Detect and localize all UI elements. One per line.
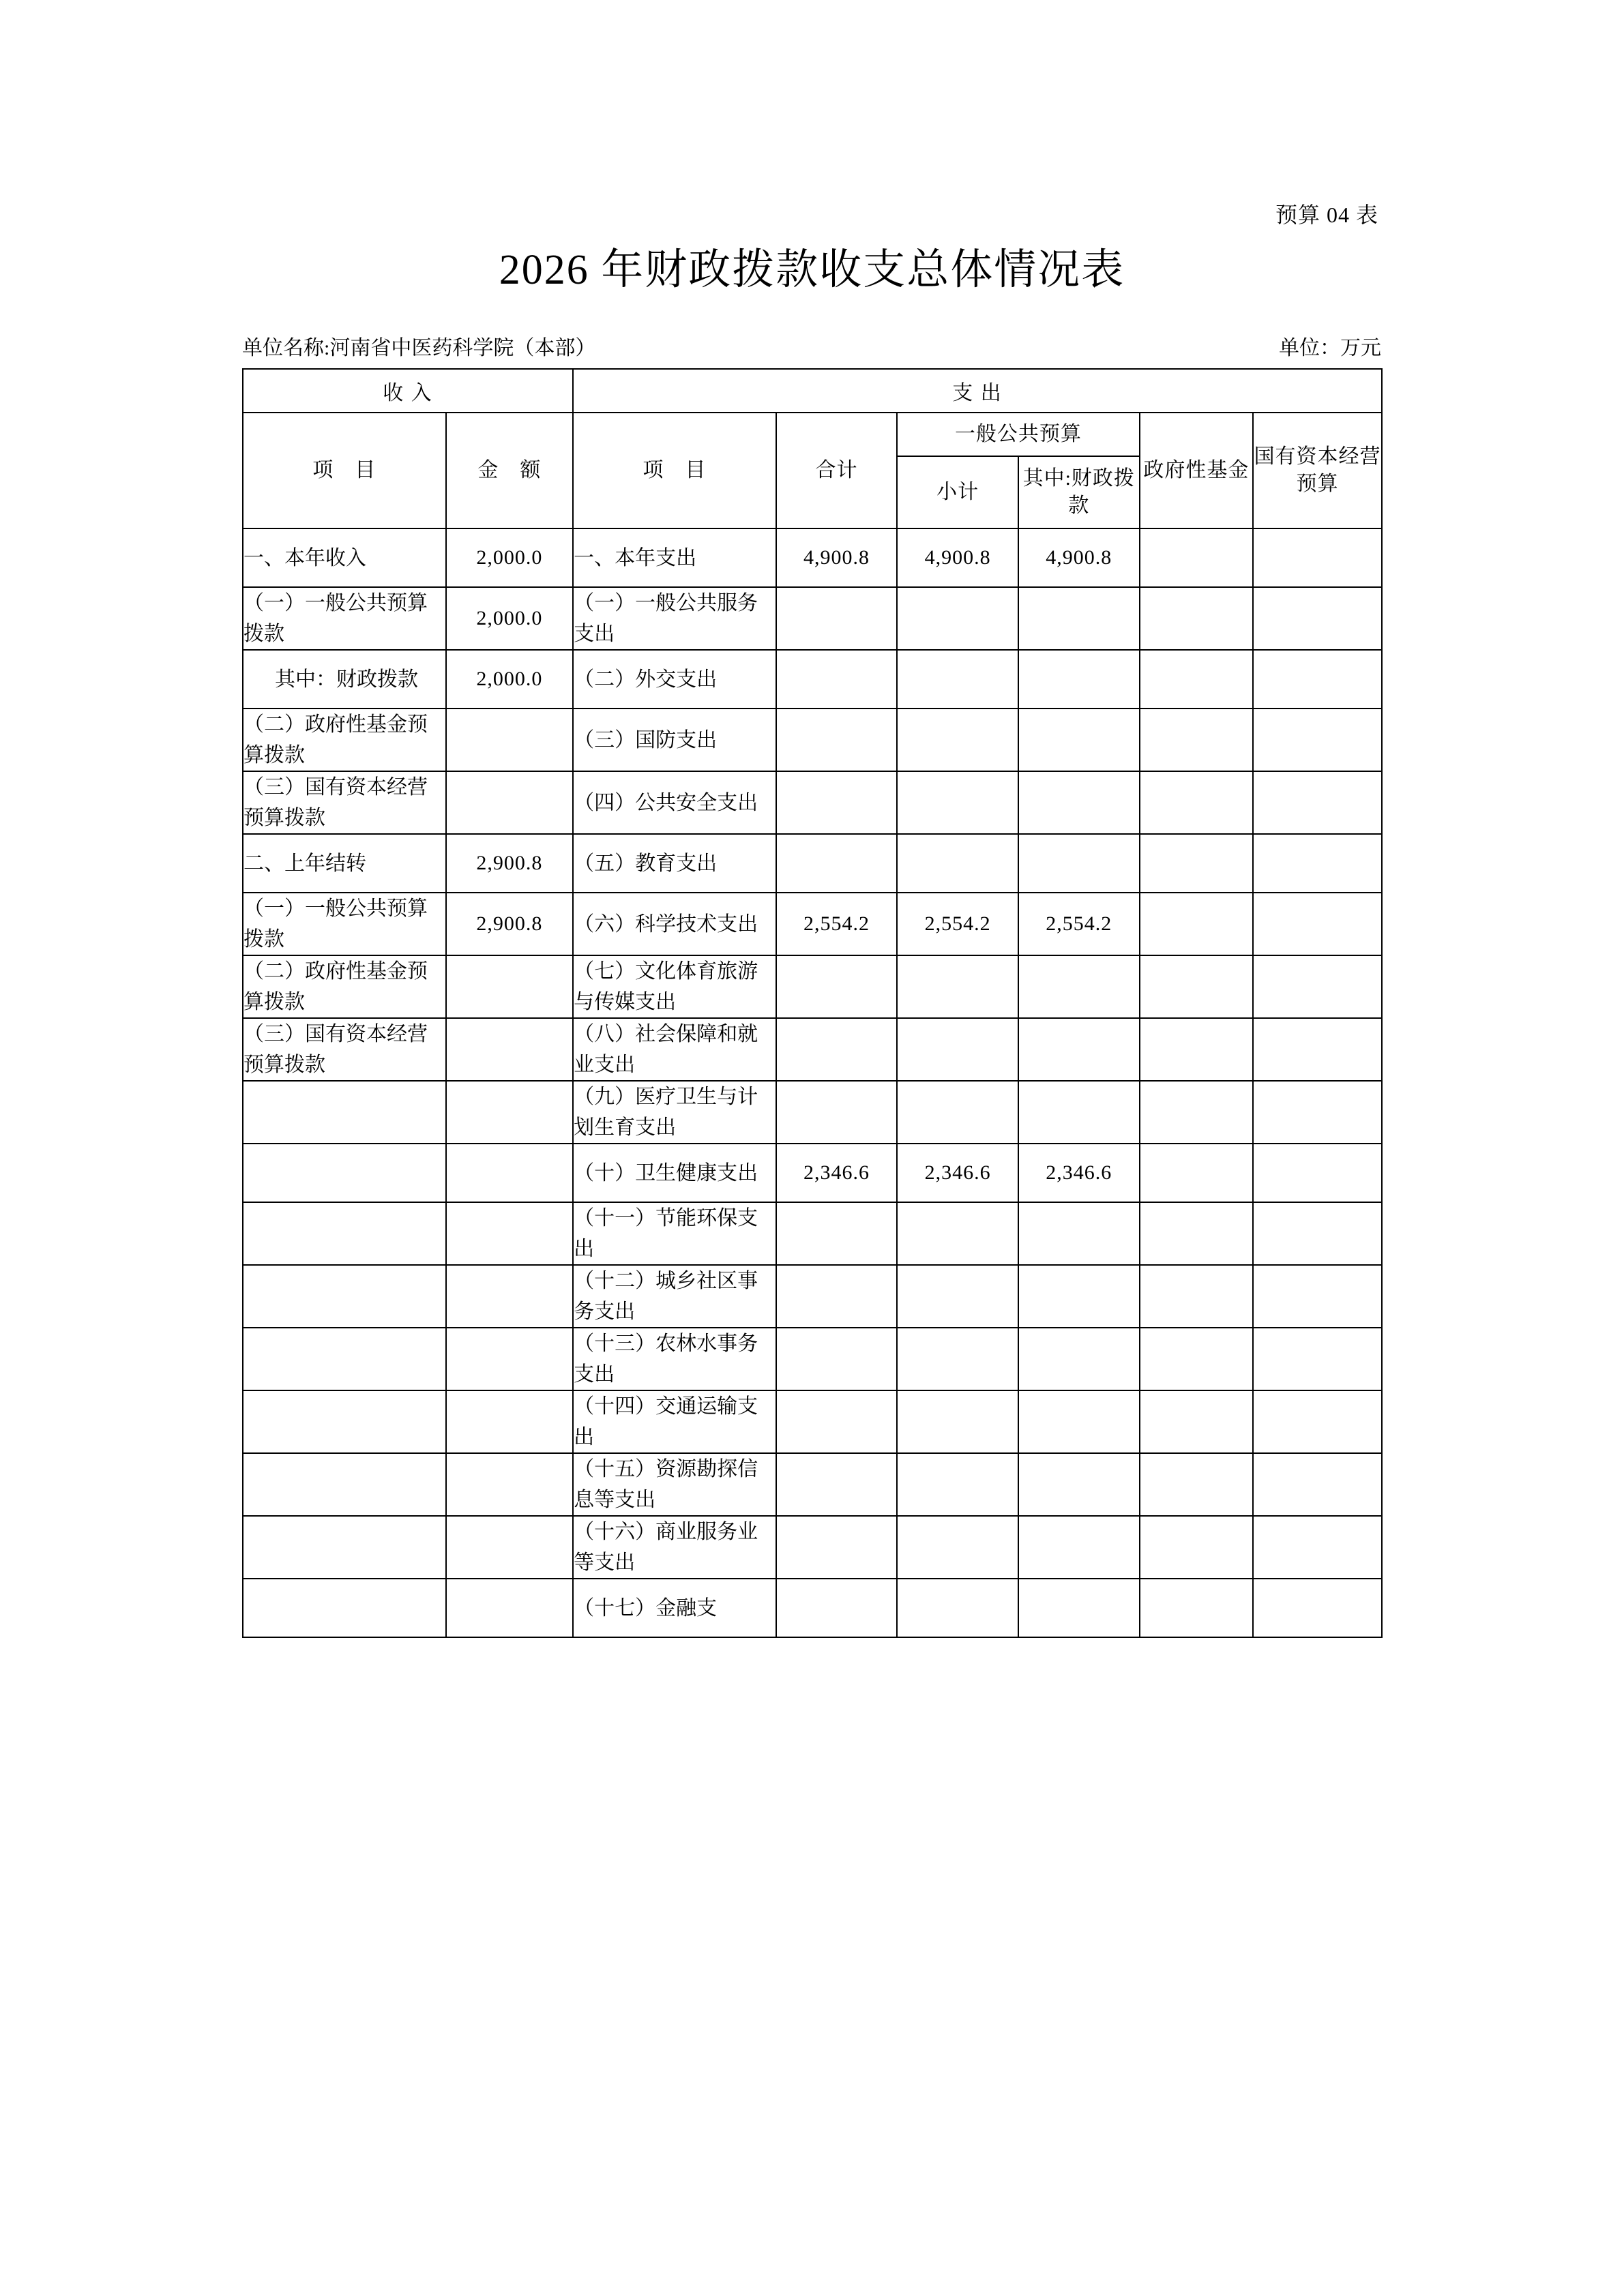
cell-total <box>776 587 898 650</box>
cell-expense-item: （六）科学技术支出 <box>573 893 776 955</box>
cell-total <box>776 1579 898 1637</box>
cell-subtotal <box>897 587 1018 650</box>
table-row <box>243 1144 1382 1202</box>
cell-income-amount: 2,000.0 <box>446 587 574 650</box>
cell-subtotal <box>897 709 1018 771</box>
table-row <box>243 1265 1382 1328</box>
cell-fiscal <box>1018 955 1140 1018</box>
cell-income-item: （三）国有资本经营预算拨款 <box>243 1018 446 1081</box>
cell-income-item: （一）一般公共预算拨款 <box>243 587 446 650</box>
cell-income-item <box>243 1579 446 1637</box>
cell-income-amount <box>446 771 574 834</box>
cell-income-item <box>243 1144 446 1202</box>
header-total: 合计 <box>776 413 898 528</box>
unit-name <box>242 331 595 361</box>
header-general-public-budget: 一般公共预算 <box>897 413 1139 456</box>
header-subtotal: 小计 <box>897 456 1018 528</box>
cell-subtotal <box>897 1579 1018 1637</box>
cell-state-capital <box>1253 834 1382 893</box>
cell-expense-item: （十三）农林水事务支出 <box>573 1328 776 1390</box>
cell-income-item: 二、上年结转 <box>243 834 446 893</box>
cell-total <box>776 834 898 893</box>
cell-state-capital <box>1253 1453 1382 1516</box>
header-gov-fund: 政府性基金 <box>1140 413 1254 528</box>
cell-income-amount <box>446 1202 574 1265</box>
cell-state-capital <box>1253 650 1382 709</box>
cell-income-amount <box>446 1328 574 1390</box>
cell-total <box>776 1516 898 1579</box>
cell-income-item <box>243 1453 446 1516</box>
cell-expense-item: （一）一般公共服务支出 <box>573 587 776 650</box>
cell-expense-item: （二）外交支出 <box>573 650 776 709</box>
cell-fiscal <box>1018 650 1140 709</box>
cell-gov-fund <box>1140 587 1254 650</box>
table-header <box>243 369 1382 528</box>
table-row <box>243 1516 1382 1579</box>
cell-gov-fund <box>1140 834 1254 893</box>
page-title: 2026 年财政拨款收支总体情况表 <box>499 247 1125 293</box>
table-row <box>243 650 1382 709</box>
cell-total <box>776 1265 898 1328</box>
cell-fiscal <box>1018 587 1140 650</box>
cell-expense-item: （十七）金融支 <box>573 1579 776 1637</box>
cell-income-amount <box>446 1453 574 1516</box>
cell-total <box>776 709 898 771</box>
cell-state-capital <box>1253 1081 1382 1144</box>
cell-expense-item: （三）国防支出 <box>573 709 776 771</box>
cell-income-amount: 2,900.8 <box>446 834 574 893</box>
cell-gov-fund <box>1140 1390 1254 1453</box>
cell-state-capital <box>1253 587 1382 650</box>
table-row <box>243 1328 1382 1390</box>
cell-state-capital <box>1253 771 1382 834</box>
cell-state-capital <box>1253 1202 1382 1265</box>
table-row <box>243 893 1382 955</box>
cell-gov-fund <box>1140 650 1254 709</box>
cell-subtotal <box>897 1390 1018 1453</box>
cell-state-capital <box>1253 893 1382 955</box>
cell-subtotal <box>897 955 1018 1018</box>
cell-income-amount <box>446 709 574 771</box>
cell-fiscal: 2,554.2 <box>1018 893 1140 955</box>
header-expense-group: 支 出 <box>573 369 1382 413</box>
unit-name-label: 单位名称: <box>242 337 330 359</box>
cell-income-amount <box>446 1144 574 1202</box>
cell-total <box>776 1453 898 1516</box>
cell-income-amount <box>446 1018 574 1081</box>
cell-fiscal: 2,346.6 <box>1018 1144 1140 1202</box>
table-row <box>243 709 1382 771</box>
table-body <box>243 528 1382 1637</box>
sheet-number: 预算 04 表 <box>1275 203 1378 227</box>
unit-measure: 单位：万元 <box>1279 337 1381 359</box>
cell-fiscal <box>1018 834 1140 893</box>
table-row <box>243 1081 1382 1144</box>
cell-total <box>776 1390 898 1453</box>
cell-gov-fund <box>1140 1579 1254 1637</box>
cell-fiscal <box>1018 1390 1140 1453</box>
cell-gov-fund <box>1140 1265 1254 1328</box>
cell-gov-fund <box>1140 528 1254 587</box>
cell-income-item <box>243 1328 446 1390</box>
cell-income-item <box>243 1516 446 1579</box>
table-row <box>243 1202 1382 1265</box>
cell-subtotal <box>897 834 1018 893</box>
cell-income-item: （三）国有资本经营预算拨款 <box>243 771 446 834</box>
cell-gov-fund <box>1140 893 1254 955</box>
header-income-amount: 金 额 <box>446 413 574 528</box>
cell-expense-item: （十）卫生健康支出 <box>573 1144 776 1202</box>
cell-gov-fund <box>1140 1516 1254 1579</box>
cell-income-amount: 2,900.8 <box>446 893 574 955</box>
cell-gov-fund <box>1140 771 1254 834</box>
table-row <box>243 1018 1382 1081</box>
cell-gov-fund <box>1140 709 1254 771</box>
cell-gov-fund <box>1140 1081 1254 1144</box>
cell-income-item: （二）政府性基金预算拨款 <box>243 709 446 771</box>
cell-state-capital <box>1253 528 1382 587</box>
cell-fiscal <box>1018 1202 1140 1265</box>
cell-expense-item: （五）教育支出 <box>573 834 776 893</box>
cell-total: 2,554.2 <box>776 893 898 955</box>
cell-gov-fund <box>1140 955 1254 1018</box>
unit-name-value: 河南省中医药科学院（本部） <box>329 337 596 359</box>
cell-expense-item: （四）公共安全支出 <box>573 771 776 834</box>
header-of-which-fiscal: 其中:财政拨款 <box>1018 456 1140 528</box>
cell-subtotal <box>897 1018 1018 1081</box>
cell-income-amount <box>446 1390 574 1453</box>
cell-income-amount <box>446 1265 574 1328</box>
cell-expense-item: （十六）商业服务业等支出 <box>573 1516 776 1579</box>
header-sub-row-1 <box>243 413 1382 456</box>
header-income-item: 项 目 <box>243 413 446 528</box>
table-row <box>243 955 1382 1018</box>
cell-state-capital <box>1253 1516 1382 1579</box>
cell-fiscal <box>1018 771 1140 834</box>
cell-income-amount <box>446 955 574 1018</box>
cell-income-amount <box>446 1579 574 1637</box>
table-row <box>243 834 1382 893</box>
cell-income-item: 其中：财政拨款 <box>243 650 446 709</box>
cell-gov-fund <box>1140 1453 1254 1516</box>
header-state-capital: 国有资本经营预算 <box>1253 413 1382 528</box>
cell-income-item <box>243 1265 446 1328</box>
table-row <box>243 771 1382 834</box>
cell-gov-fund <box>1140 1202 1254 1265</box>
cell-gov-fund <box>1140 1018 1254 1081</box>
cell-subtotal <box>897 1265 1018 1328</box>
cell-total <box>776 771 898 834</box>
cell-fiscal <box>1018 709 1140 771</box>
cell-total <box>776 1202 898 1265</box>
cell-income-item <box>243 1390 446 1453</box>
cell-expense-item: （十二）城乡社区事务支出 <box>573 1265 776 1328</box>
cell-state-capital <box>1253 1018 1382 1081</box>
cell-total: 2,346.6 <box>776 1144 898 1202</box>
cell-expense-item: （七）文化体育旅游与传媒支出 <box>573 955 776 1018</box>
cell-total <box>776 1018 898 1081</box>
cell-total <box>776 650 898 709</box>
cell-fiscal <box>1018 1516 1140 1579</box>
cell-fiscal <box>1018 1328 1140 1390</box>
header-expense-item: 项 目 <box>573 413 776 528</box>
cell-subtotal <box>897 771 1018 834</box>
cell-subtotal: 2,554.2 <box>897 893 1018 955</box>
cell-total <box>776 955 898 1018</box>
meta-row <box>242 331 1381 361</box>
cell-gov-fund <box>1140 1328 1254 1390</box>
cell-state-capital <box>1253 955 1382 1018</box>
cell-subtotal <box>897 650 1018 709</box>
cell-subtotal <box>897 1328 1018 1390</box>
table-row <box>243 1453 1382 1516</box>
cell-subtotal <box>897 1516 1018 1579</box>
cell-income-amount: 2,000.0 <box>446 650 574 709</box>
cell-income-amount <box>446 1516 574 1579</box>
cell-fiscal <box>1018 1018 1140 1081</box>
cell-subtotal <box>897 1081 1018 1144</box>
cell-state-capital <box>1253 1579 1382 1637</box>
cell-fiscal <box>1018 1453 1140 1516</box>
cell-total <box>776 1328 898 1390</box>
cell-expense-item: （八）社会保障和就业支出 <box>573 1018 776 1081</box>
cell-fiscal: 4,900.8 <box>1018 528 1140 587</box>
cell-income-item <box>243 1202 446 1265</box>
cell-state-capital <box>1253 1265 1382 1328</box>
table-row <box>243 1390 1382 1453</box>
cell-total: 4,900.8 <box>776 528 898 587</box>
cell-fiscal <box>1018 1081 1140 1144</box>
cell-gov-fund <box>1140 1144 1254 1202</box>
table-row <box>243 587 1382 650</box>
cell-subtotal: 4,900.8 <box>897 528 1018 587</box>
cell-income-amount <box>446 1081 574 1144</box>
cell-income-item <box>243 1081 446 1144</box>
header-group-row <box>243 369 1382 413</box>
cell-expense-item: 一、本年支出 <box>573 528 776 587</box>
cell-expense-item: （十一）节能环保支出 <box>573 1202 776 1265</box>
cell-subtotal <box>897 1202 1018 1265</box>
cell-state-capital <box>1253 1144 1382 1202</box>
cell-subtotal <box>897 1453 1018 1516</box>
cell-income-item: 一、本年收入 <box>243 528 446 587</box>
budget-table <box>242 368 1383 1638</box>
cell-expense-item: （十五）资源勘探信息等支出 <box>573 1453 776 1516</box>
cell-state-capital <box>1253 1390 1382 1453</box>
cell-expense-item: （十四）交通运输支出 <box>573 1390 776 1453</box>
cell-state-capital <box>1253 1328 1382 1390</box>
cell-state-capital <box>1253 709 1382 771</box>
cell-fiscal <box>1018 1579 1140 1637</box>
table-row <box>243 1579 1382 1637</box>
header-income-group: 收 入 <box>243 369 573 413</box>
cell-income-amount: 2,000.0 <box>446 528 574 587</box>
cell-expense-item: （九）医疗卫生与计划生育支出 <box>573 1081 776 1144</box>
cell-fiscal <box>1018 1265 1140 1328</box>
table-row <box>243 528 1382 587</box>
cell-total <box>776 1081 898 1144</box>
cell-subtotal: 2,346.6 <box>897 1144 1018 1202</box>
cell-income-item: （二）政府性基金预算拨款 <box>243 955 446 1018</box>
cell-income-item: （一）一般公共预算拨款 <box>243 893 446 955</box>
